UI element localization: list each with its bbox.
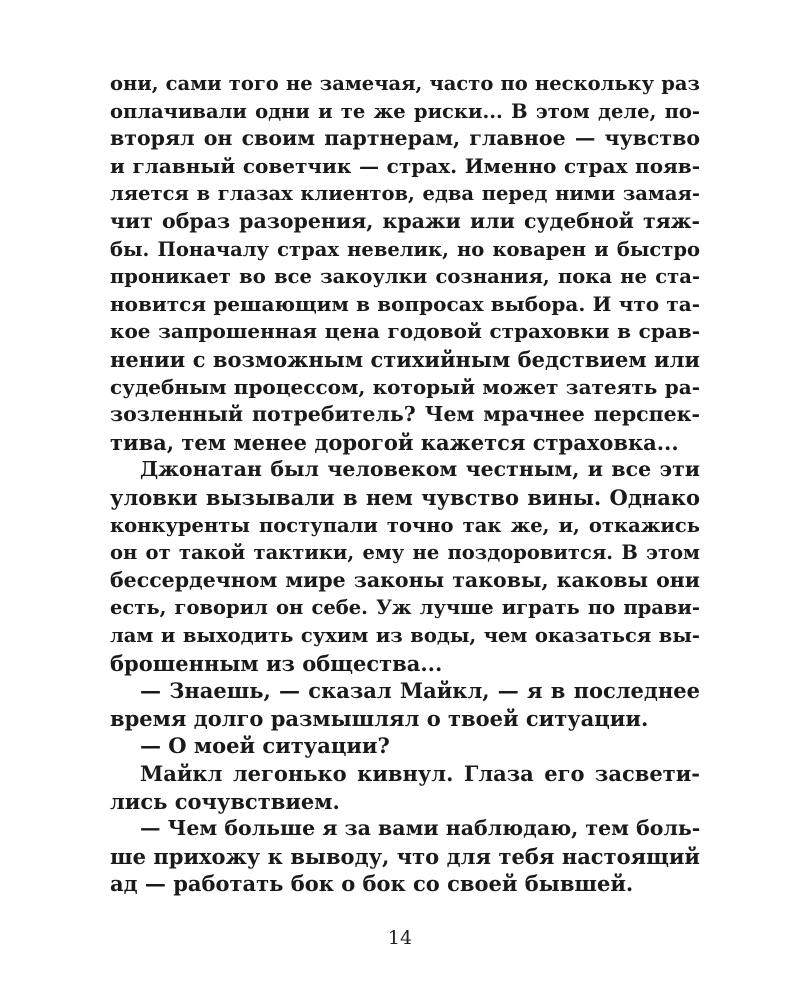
text-line: Майкл легонько кивнул. Глаза его засвети- bbox=[140, 761, 700, 786]
text-line: — Знаешь, — сказал Майкл, — я в последнее bbox=[140, 678, 700, 704]
text-line: бессердечном мире законы таковы, каковы они bbox=[110, 567, 700, 592]
text-line: они, сами того не замечая, часто по нескольку раз bbox=[110, 72, 700, 95]
text-line: Джонатан был человеком честным, и все эти bbox=[140, 457, 700, 482]
text-line: новится решающим в вопросах выбора. И что та- bbox=[110, 291, 700, 316]
text-line: оплачивали одни и те же риски... В этом деле, по- bbox=[110, 99, 700, 123]
text-line: и главный советчик — страх. Именно страх появ- bbox=[110, 153, 700, 178]
page-number: 14 bbox=[387, 927, 413, 949]
text-line: — Чем больше я за вами наблюдаю, тем боль- bbox=[140, 816, 701, 841]
text-line: вторял он своим партнерам, главное — чувство bbox=[110, 126, 700, 151]
text-line: брошенным из общества... bbox=[110, 650, 443, 676]
text-line: тива, тем менее дорогой кажется страховка... bbox=[110, 429, 679, 455]
text-line: кое запрошенная цена годовой страховки в срав- bbox=[110, 319, 700, 344]
text-line: время долго размышлял о твоей ситуации. bbox=[110, 705, 649, 731]
text-line: он от такой тактики, ему не поздоровится. В этом bbox=[110, 541, 700, 565]
text-line: чит образ разорения, кражи или судебной тяж- bbox=[110, 209, 700, 233]
text-line: ад — работать бок о бок со своей бывшей. bbox=[110, 871, 634, 897]
text-line: проникает во все закоулки сознания, пока не ста- bbox=[110, 265, 700, 289]
text-line: нении с возможным стихийным бедствием или bbox=[110, 347, 700, 372]
text-line: ше прихожу к выводу, что для тебя настоящий bbox=[110, 843, 700, 869]
text-line: — О моей ситуации? bbox=[140, 733, 390, 759]
text-line: есть, говорил он себе. Уж лучше играть по прави- bbox=[110, 596, 700, 620]
text-line: бы. Поначалу страх невелик, но коварен и быстро bbox=[110, 237, 700, 261]
text-line: лам и выходить сухим из воды, чем оказаться вы- bbox=[110, 624, 700, 647]
text-line: конкуренты поступали точно так же, и, откажись bbox=[110, 513, 700, 537]
text-line: уловки вызывали в нем чувство вины. Однако bbox=[110, 485, 700, 510]
text-line: ляется в глазах клиентов, едва перед ними замая- bbox=[110, 182, 700, 206]
text-line: зозленный потребитель? Чем мрачнее перспек- bbox=[110, 402, 700, 427]
text-line: лись сочувствием. bbox=[110, 788, 340, 814]
text-line: судебным процессом, который может затеять ра- bbox=[110, 374, 700, 399]
